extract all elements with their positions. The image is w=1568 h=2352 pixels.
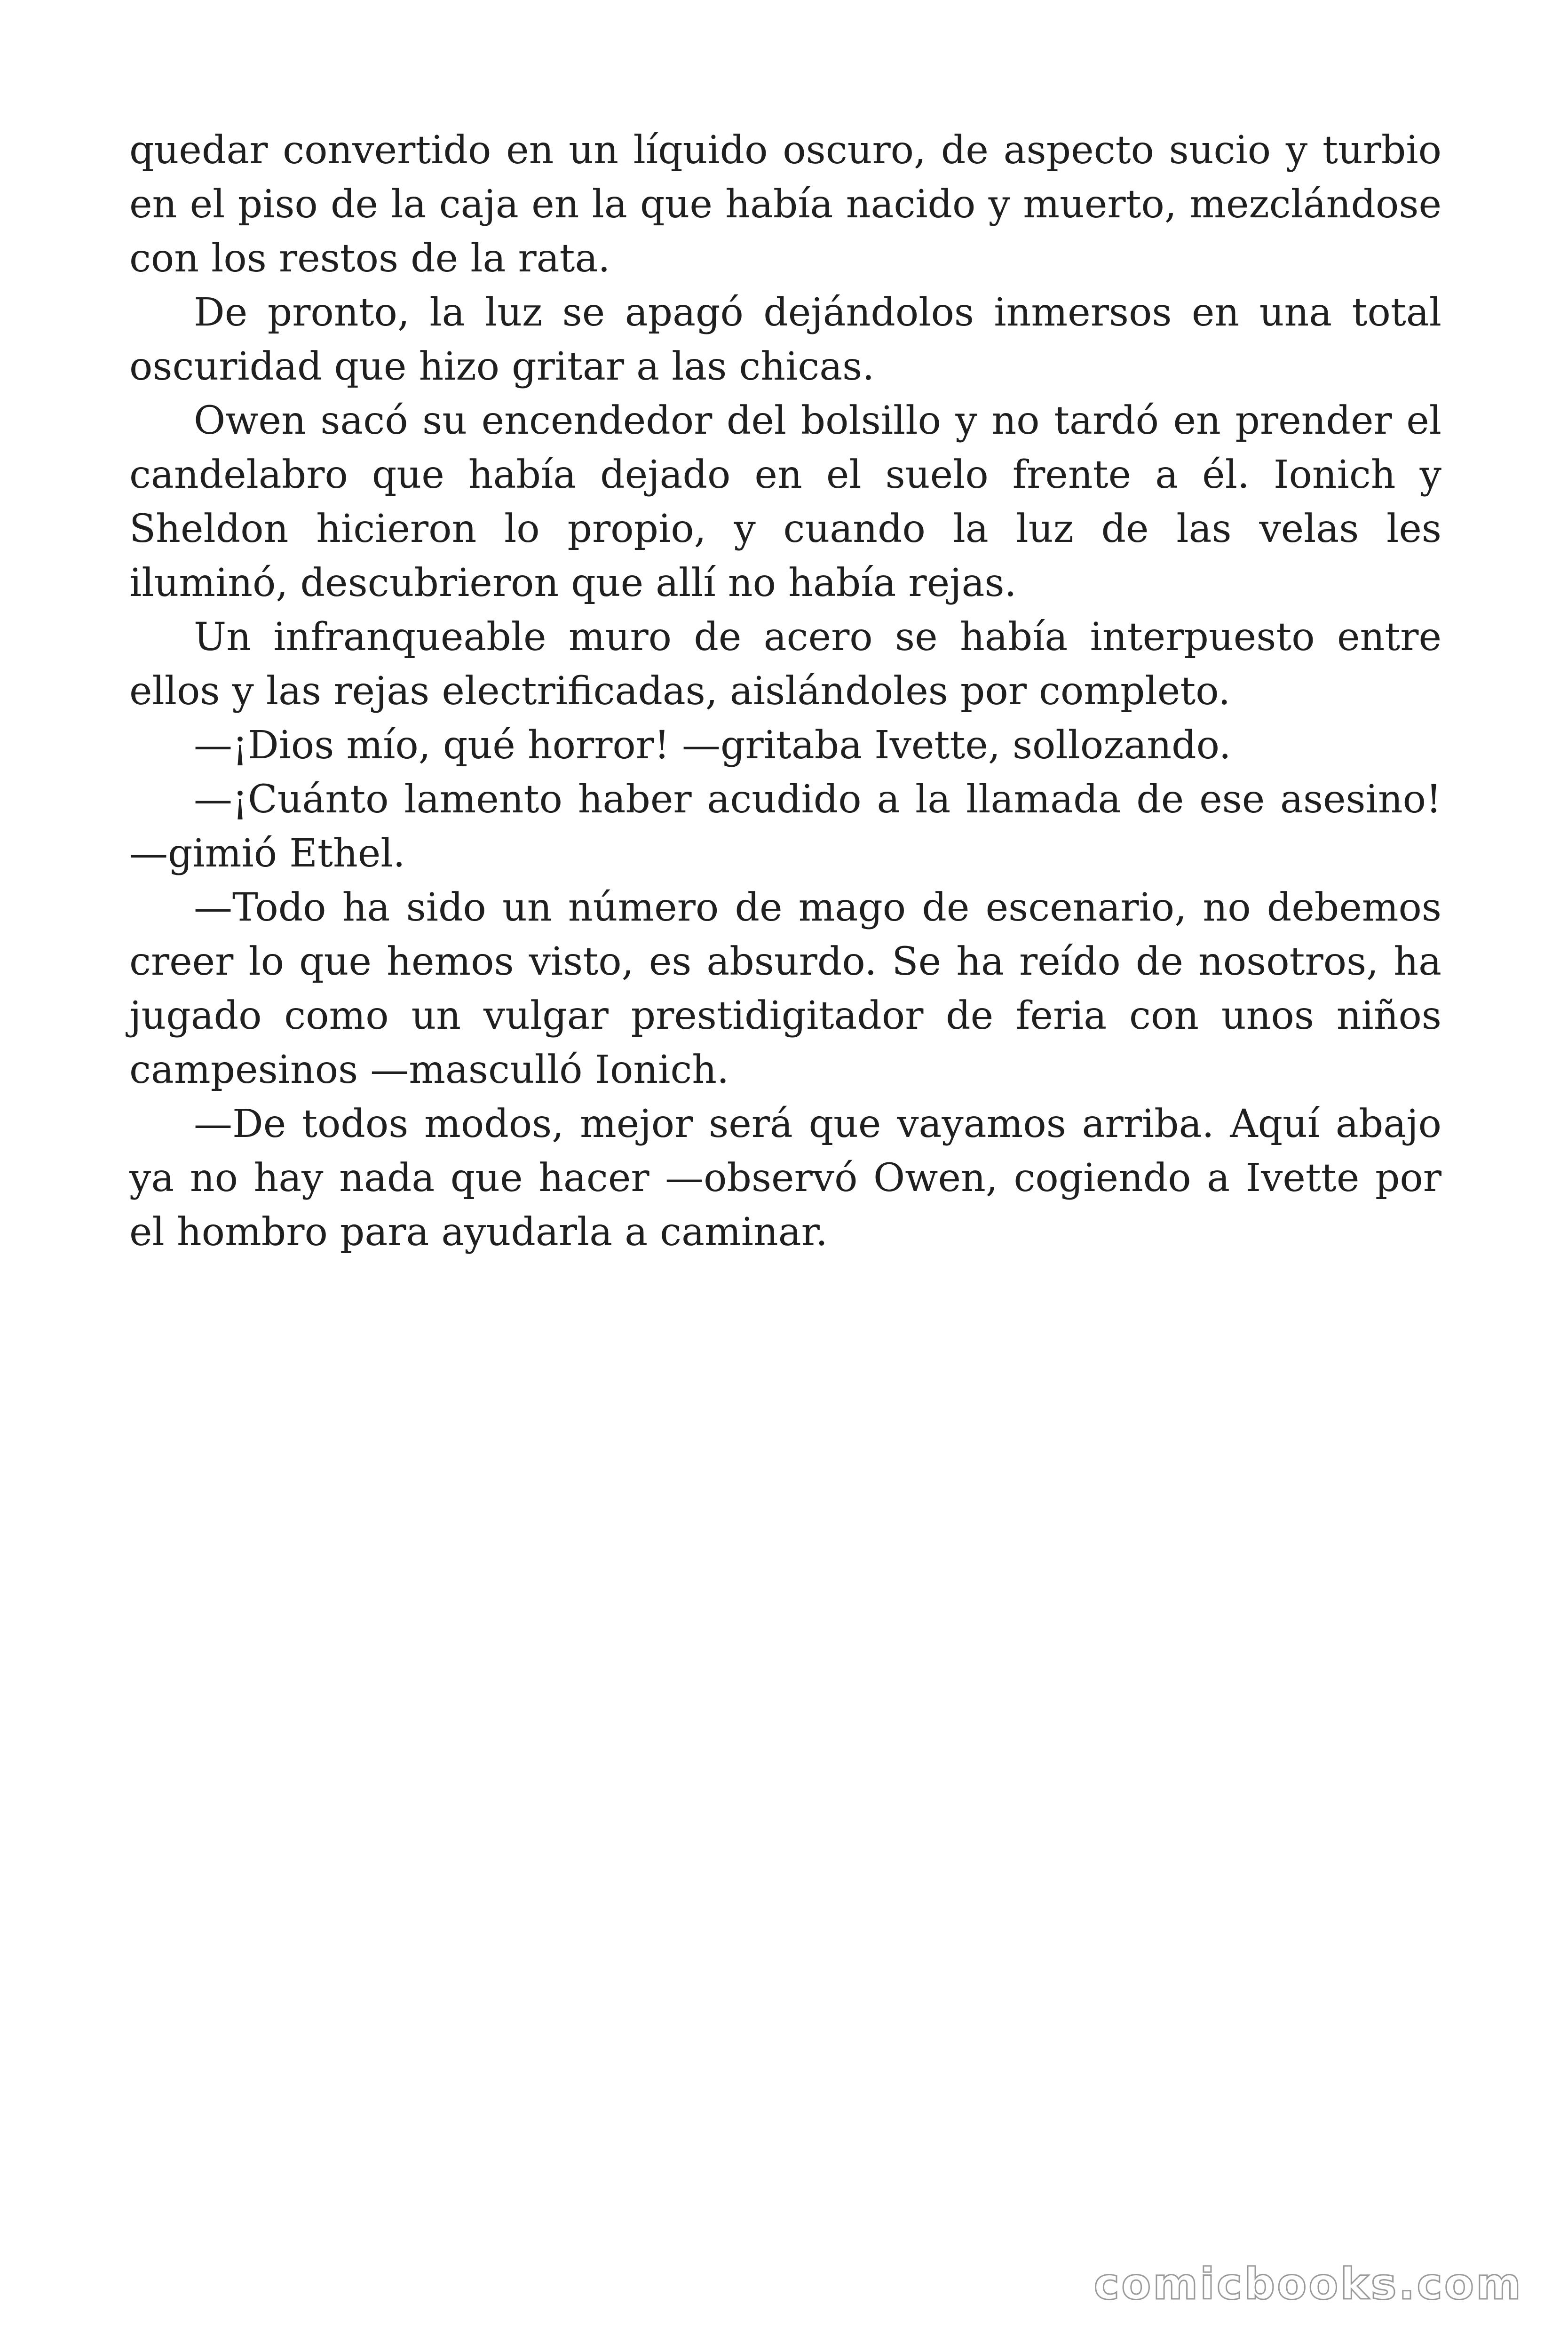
paragraph: —¡Cuánto lamento haber acudido a la llamada de ese asesino! —gimió Ethel. <box>129 777 1441 876</box>
body-text <box>129 123 1441 1259</box>
paragraph: —De todos modos, mejor será que vayamos arriba. Aquí abajo ya no hay nada que hacer —observó Owen, cogiendo a Ivette por el hombro para ayudarla a caminar. <box>129 1102 1441 1255</box>
paragraph: Owen sacó su encendedor del bolsillo y no tardó en prender el candelabro que había dejado en el suelo frente a él. Ionich y Sheldon hicieron lo propio, y cuando la luz de las velas les iluminó, descubrieron que allí no había rejas. <box>129 398 1441 605</box>
paragraph: quedar convertido en un líquido oscuro, de aspecto sucio y turbio en el piso de la caja en la que había nacido y muerto, mezclándose con los restos de la rata. <box>129 128 1441 281</box>
paragraph: De pronto, la luz se apagó dejándolos inmersos en una total oscuridad que hizo gritar a las chicas. <box>129 290 1441 389</box>
paragraph: —¡Dios mío, qué horror! —gritaba Ivette, sollozando. <box>194 723 1231 768</box>
paragraph: —Todo ha sido un número de mago de escenario, no debemos creer lo que hemos visto, es absurdo. Se ha reído de nosotros, ha jugado como un vulgar prestidigitador de feria con unos niños campesinos —masculló Ionich. <box>129 885 1441 1092</box>
watermark: comicbooks.com <box>1093 2259 1523 2309</box>
paragraph: Un infranqueable muro de acero se había interpuesto entre ellos y las rejas electrificadas, aislándoles por completo. <box>129 615 1441 714</box>
